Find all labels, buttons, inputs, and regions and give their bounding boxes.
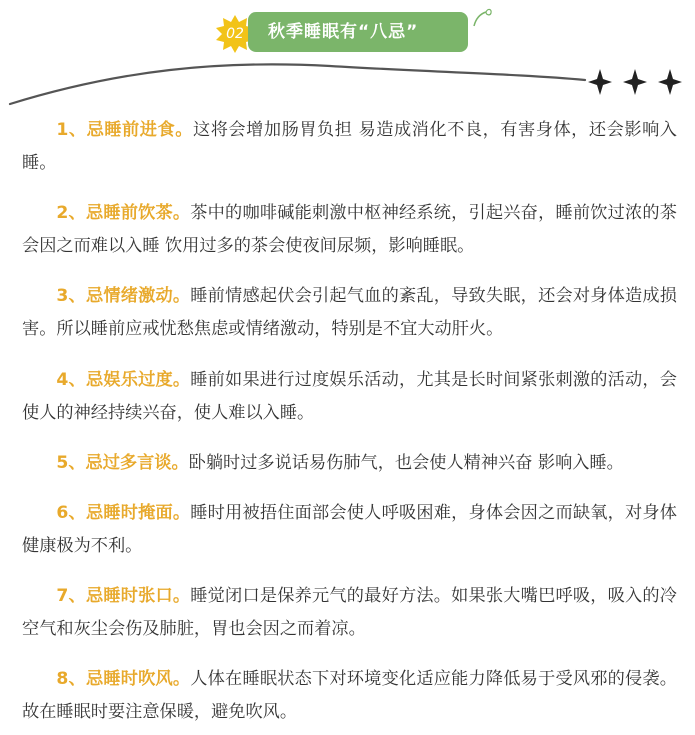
item-body: 卧躺时过多说话易伤肺气，也会使人精神兴奋 影响入睡。 [188,452,624,473]
item-body: 这将会增加肠胃负担 易造成消化不良，有害身体，还会影响入睡。 [22,120,677,173]
item-heading: 8、忌睡时吹风。 [56,669,191,690]
list-item [22,447,677,480]
sparkle-stars-icon [588,67,688,97]
item-body: 茶中的咖啡碱能刺激中枢神经系统，引起兴奋，睡前饮过浓的茶会因之而难以入睡 饮用过多的茶会使夜间尿频，影响睡眠。 [22,203,677,257]
sprout-icon [470,6,494,28]
item-heading: 4、忌娱乐过度。 [56,369,191,390]
item-heading: 5、忌过多言谈。 [56,452,189,473]
item-heading: 3、忌情绪激动。 [56,286,191,307]
list-item [22,663,677,729]
section-header [0,0,695,110]
item-heading: 7、忌睡时张口。 [56,586,191,607]
list-item [22,497,677,563]
item-body: 睡觉闭口是保养元气的最好方法。如果张大嘴巴呼吸，吸入的冷空气和灰尘会伤及肺脏，胃也会因之而着凉。 [22,586,677,640]
item-body: 睡前情感起伏会引起气血的紊乱，导致失眠，还会对身体造成损害。所以睡前应戒忧愁焦虑或情绪激动，特别是不宜大动肝火。 [22,286,677,340]
item-body: 人体在睡眠状态下对环境变化适应能力降低易于受风邪的侵袭。故在睡眠时要注意保暖，避免吹风。 [22,669,677,723]
list-item [22,364,677,430]
list-item [22,580,677,646]
item-heading: 2、忌睡前饮茶。 [56,203,191,224]
item-body: 睡时用被捂住面部会使人呼吸困难，身体会因之而缺氧，对身体健康极为不利。 [22,502,677,556]
list-item [22,280,677,346]
list-item [22,197,677,263]
item-body: 睡前如果进行过度娱乐活动，尤其是长时间紧张刺激的活动，会使人的神经持续兴奋，使人难以入睡。 [22,369,677,423]
section-title: 秋季睡眠有“八忌” [248,12,468,52]
tips-list [22,114,677,735]
item-heading: 1、忌睡前进食。 [56,120,193,140]
item-heading: 6、忌睡时掩面。 [56,502,191,523]
list-item [22,114,677,180]
section-number: 02 [226,26,244,42]
